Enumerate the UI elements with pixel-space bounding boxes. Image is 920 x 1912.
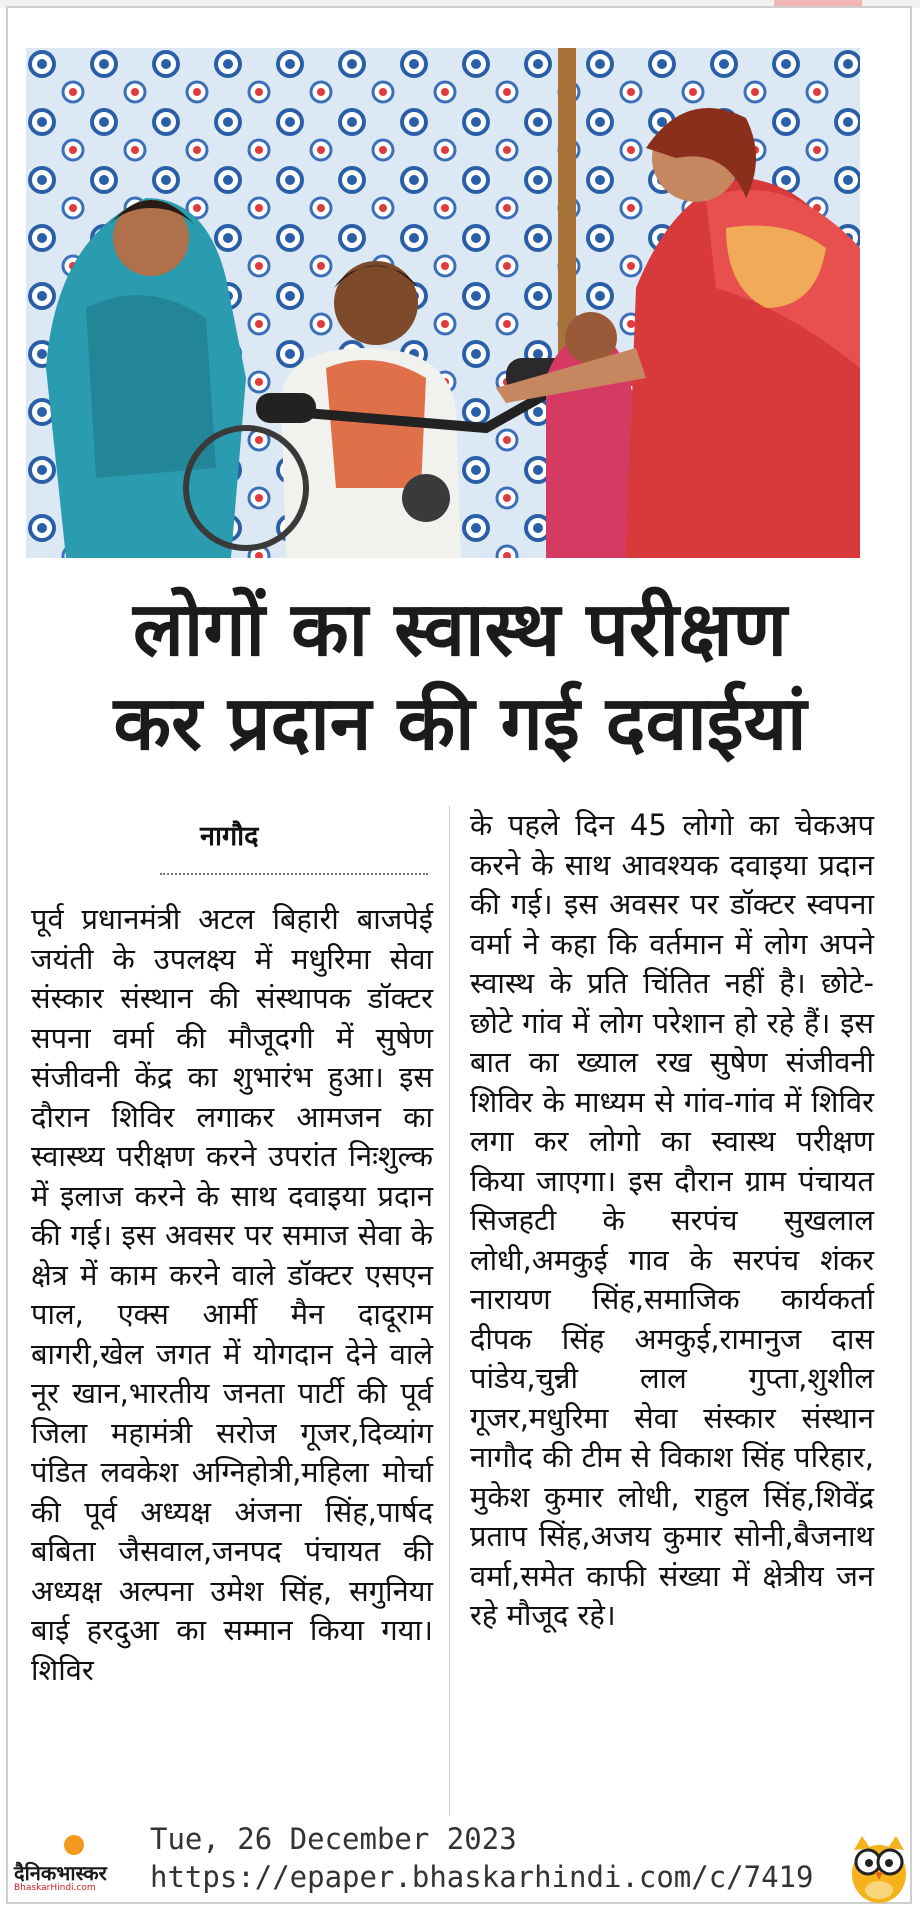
logo-name: दैनिकभास्कर: [14, 1861, 107, 1885]
dateline-separator: [160, 873, 428, 875]
owl-mascot-icon: [848, 1828, 910, 1904]
dateline: नागौद: [200, 821, 259, 852]
headline-line-1: लोगों का स्वास्थ परीक्षण: [133, 585, 787, 673]
column-divider: [449, 806, 450, 1816]
logo-subtitle: BhaskarHindi.com: [14, 1883, 96, 1893]
headline: [20, 582, 900, 770]
news-photo: [26, 48, 860, 558]
footer-url-link[interactable]: https://epaper.bhaskarhindi.com/c/7419: [150, 1860, 814, 1894]
footer-date: Tue, 26 December 2023: [150, 1822, 517, 1856]
logo-sun-icon: [64, 1835, 84, 1855]
dainik-bhaskar-logo: [14, 1835, 142, 1895]
article-column-left: पूर्व प्रधानमंत्री अटल बिहारी बाजपेई जयंती के उपलक्ष्य में मधुरिमा सेवा संस्कार संस्थान की संस्थापक डॉक्टर सपना वर्मा की मौजूदगी में सुषेण संजीवनी केंद्र का शुभारंभ हुआ। इस दौरान शिविर लगाकर आमजन का स्वास्थ्य परीक्षण करने उपरांत निःशुल्क में इलाज करने के साथ दवाइया प्रदान की गई। इस अवसर पर समाज सेवा के क्षेत्र में काम करने वाले डॉक्टर एसएन पाल, एक्स आर्मी मैन दादूराम बागरी,खेल जगत में योगदान देने वाले नूर खान,भारतीय जनता पार्टी की पूर्व जिला महामंत्री सरोज गूजर,दिव्यांग पंडित लवकेश अग्निहोत्री,महिला मोर्चा की पूर्व अध्यक्ष अंजना सिंह,पार्षद बबिता जैसवाल,जनपद पंचायत की अध्यक्ष अल्पना उमेश सिंह, सगुनिया बाई हरदुआ का सम्मान किया गया। शिविर: [31, 902, 433, 1687]
news-photo-illustration: [26, 48, 860, 558]
article-column-right: के पहले दिन 45 लोगो का चेकअप करने के साथ आवश्यक दवाइया प्रदान की गई। इस अवसर पर डॉक्टर स्वपना वर्मा ने कहा कि वर्तमान में लोग अपने स्वास्थ के प्रति चिंतित नहीं है। छोटे-छोटे गांव में लोग परेशान हो रहे हैं। इस बात का ख्याल रख सुषेण संजीवनी शिविर के माध्यम से गांव-गांव में शिविर लगा कर लोगो का स्वास्थ परीक्षण किया जाएगा। इस दौरान ग्राम पंचायत सिजहटी के सरपंच सुखलाल लोधी,अमकुई गाव के सरपंच शंकर नारायण सिंह,समाजिक कार्यकर्ता दीपक सिंह अमकुई,रामानुज दास पांडेय,चुन्नी लाल गुप्ता,शुशील गूजर,मधुरिमा सेवा संस्कार संस्थान नागौद की टीम से विकाश सिंह परिहार, मुकेश कुमार लोधी, राहुल सिंह,शिवेंद्र प्रताप सिंह,अजय कुमार सोनी,बैजनाथ वर्मा,समेत काफी संख्या में क्षेत्रीय जन रहे मौजूद रहे।: [470, 808, 874, 1632]
headline-line-2: कर प्रदान की गई दवाईयां: [113, 679, 807, 767]
